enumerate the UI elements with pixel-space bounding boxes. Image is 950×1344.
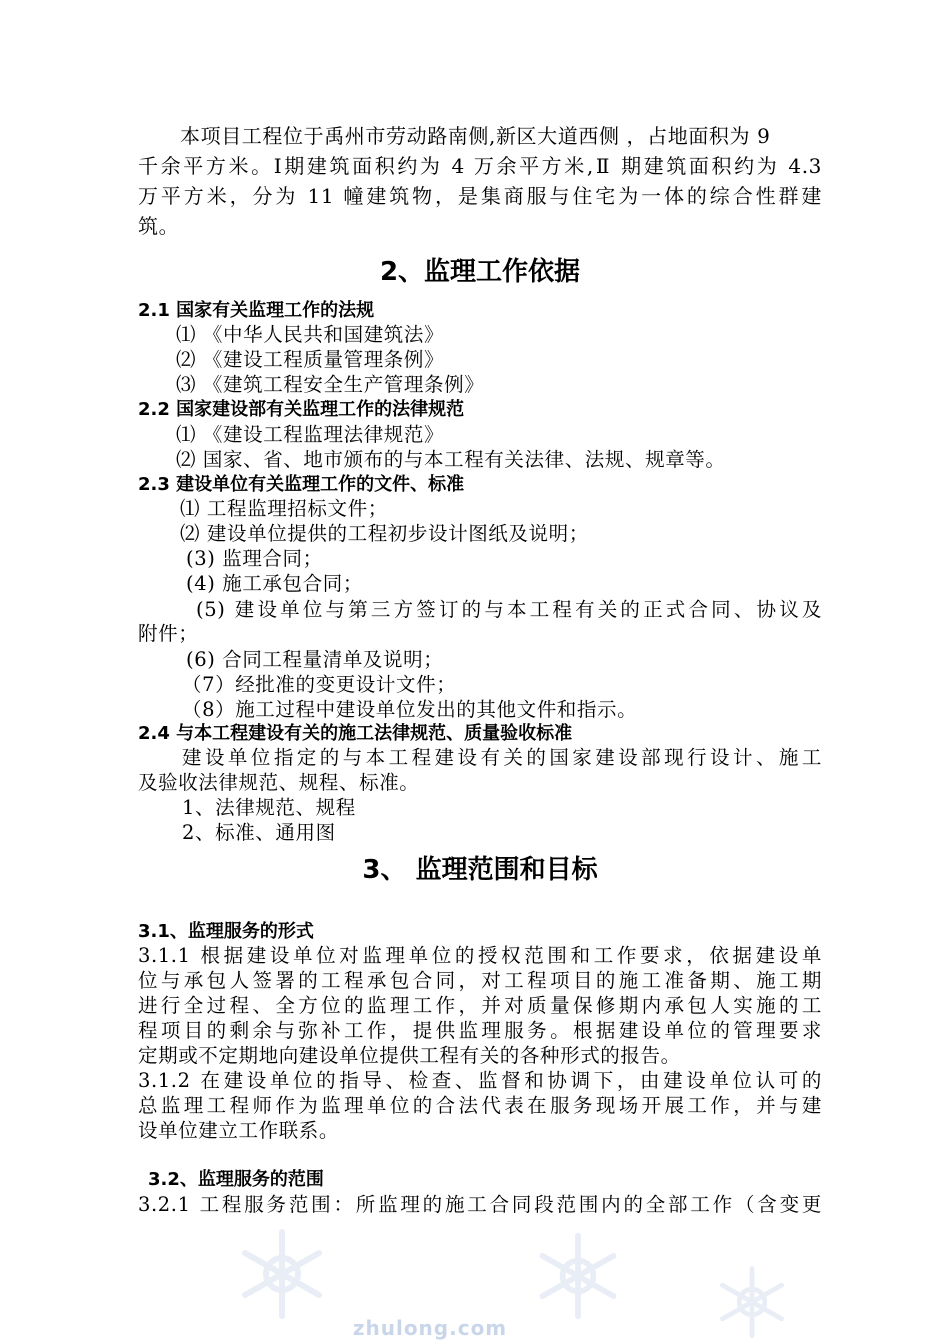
list-item: （7）经批准的变更设计文件；: [182, 673, 457, 696]
paragraph-line: 3.2.1 工程服务范围：所监理的施工合同段范围内的全部工作（含变更: [138, 1193, 822, 1216]
paragraph-line: 总监理工程师作为监理单位的合法代表在服务现场开展工作，并与建: [138, 1094, 822, 1117]
intro-line-1: 本项目工程位于禹州市劳动路南侧,新区大道西侧 ，占地面积为 9: [180, 124, 771, 148]
list-item: 2、标准、通用图: [182, 821, 336, 844]
watermark-snowflake-icon: [232, 1224, 332, 1324]
paragraph-line: 3.1.1 根据建设单位对监理单位的授权范围和工作要求，依据建设单: [138, 944, 822, 967]
list-item: (4) 施工承包合同；: [186, 572, 363, 595]
list-item: ⑴ 工程监理招标文件；: [180, 497, 388, 520]
paragraph-line: 及验收法律规范、规程、标准。: [138, 771, 420, 794]
paragraph-line: 定期或不定期地向建设单位提供工程有关的各种形式的报告。: [138, 1044, 681, 1067]
watermark-snowflake-icon: [712, 1262, 792, 1342]
paragraph-line: 位与承包人签署的工程承包合同，对工程项目的施工准备期、施工期: [138, 969, 822, 992]
section-3-1-heading: 3.1、监理服务的形式: [138, 921, 314, 942]
section-3-2-heading: 3.2、监理服务的范围: [148, 1169, 324, 1190]
list-item: ⑴ 《建设工程监理法律规范》: [176, 423, 445, 446]
intro-line-4: 筑。: [138, 214, 180, 238]
list-item: （8）施工过程中建设单位发出的其他文件和指示。: [182, 698, 638, 721]
paragraph-line: 进行全过程、全方位的监理工作，并对质量保修期内承包人实施的工: [138, 994, 822, 1017]
paragraph-line: 程项目的剩余与弥补工作，提供监理服务。根据建设单位的管理要求: [138, 1019, 822, 1042]
list-item: ⑵ 建设单位提供的工程初步设计图纸及说明；: [180, 522, 589, 545]
section-2-title: 2、监理工作依据: [379, 257, 581, 287]
list-item: 1、法律规范、规程: [182, 796, 356, 819]
paragraph-line: 设单位建立工作联系。: [138, 1119, 340, 1142]
watermark-text: zhulong.com: [352, 1316, 508, 1340]
section-2-2-heading: 2.2 国家建设部有关监理工作的法律规范: [138, 399, 465, 420]
list-item: ⑶ 《建筑工程安全生产管理条例》: [176, 373, 485, 396]
paragraph-line: 3.1.2 在建设单位的指导、检查、监督和协调下，由建设单位认可的: [138, 1069, 822, 1092]
list-item: ⑵ 国家、省、地市颁布的与本工程有关法律、法规、规章等。: [176, 448, 726, 471]
intro-line-3: 万平方米，分为 11 幢建筑物，是集商服与住宅为一体的综合性群建: [138, 184, 822, 208]
watermark-snowflake-icon: [530, 1228, 626, 1324]
list-item-continuation: 附件；: [138, 622, 199, 645]
section-3-title: 3、 监理范围和目标: [362, 855, 598, 885]
intro-line-2: 千余平方米。Ⅰ期建筑面积约为 4 万余平方米,Ⅱ 期建筑面积约为 4.3: [138, 154, 822, 178]
paragraph-line: 建设单位指定的与本工程建设有关的国家建设部现行设计、施工: [182, 746, 822, 769]
list-item: (5) 建设单位与第三方签订的与本工程有关的正式合同、协议及: [196, 598, 822, 621]
list-item: (6) 合同工程量清单及说明；: [186, 648, 444, 671]
section-2-4-heading: 2.4 与本工程建设有关的施工法律规范、质量验收标准: [138, 723, 573, 744]
section-2-3-heading: 2.3 建设单位有关监理工作的文件、标准: [138, 474, 465, 495]
section-2-1-heading: 2.1 国家有关监理工作的法规: [138, 300, 375, 321]
list-item: ⑵ 《建设工程质量管理条例》: [176, 348, 445, 371]
list-item: ⑴ 《中华人民共和国建筑法》: [176, 323, 445, 346]
list-item: (3) 监理合同；: [186, 547, 323, 570]
